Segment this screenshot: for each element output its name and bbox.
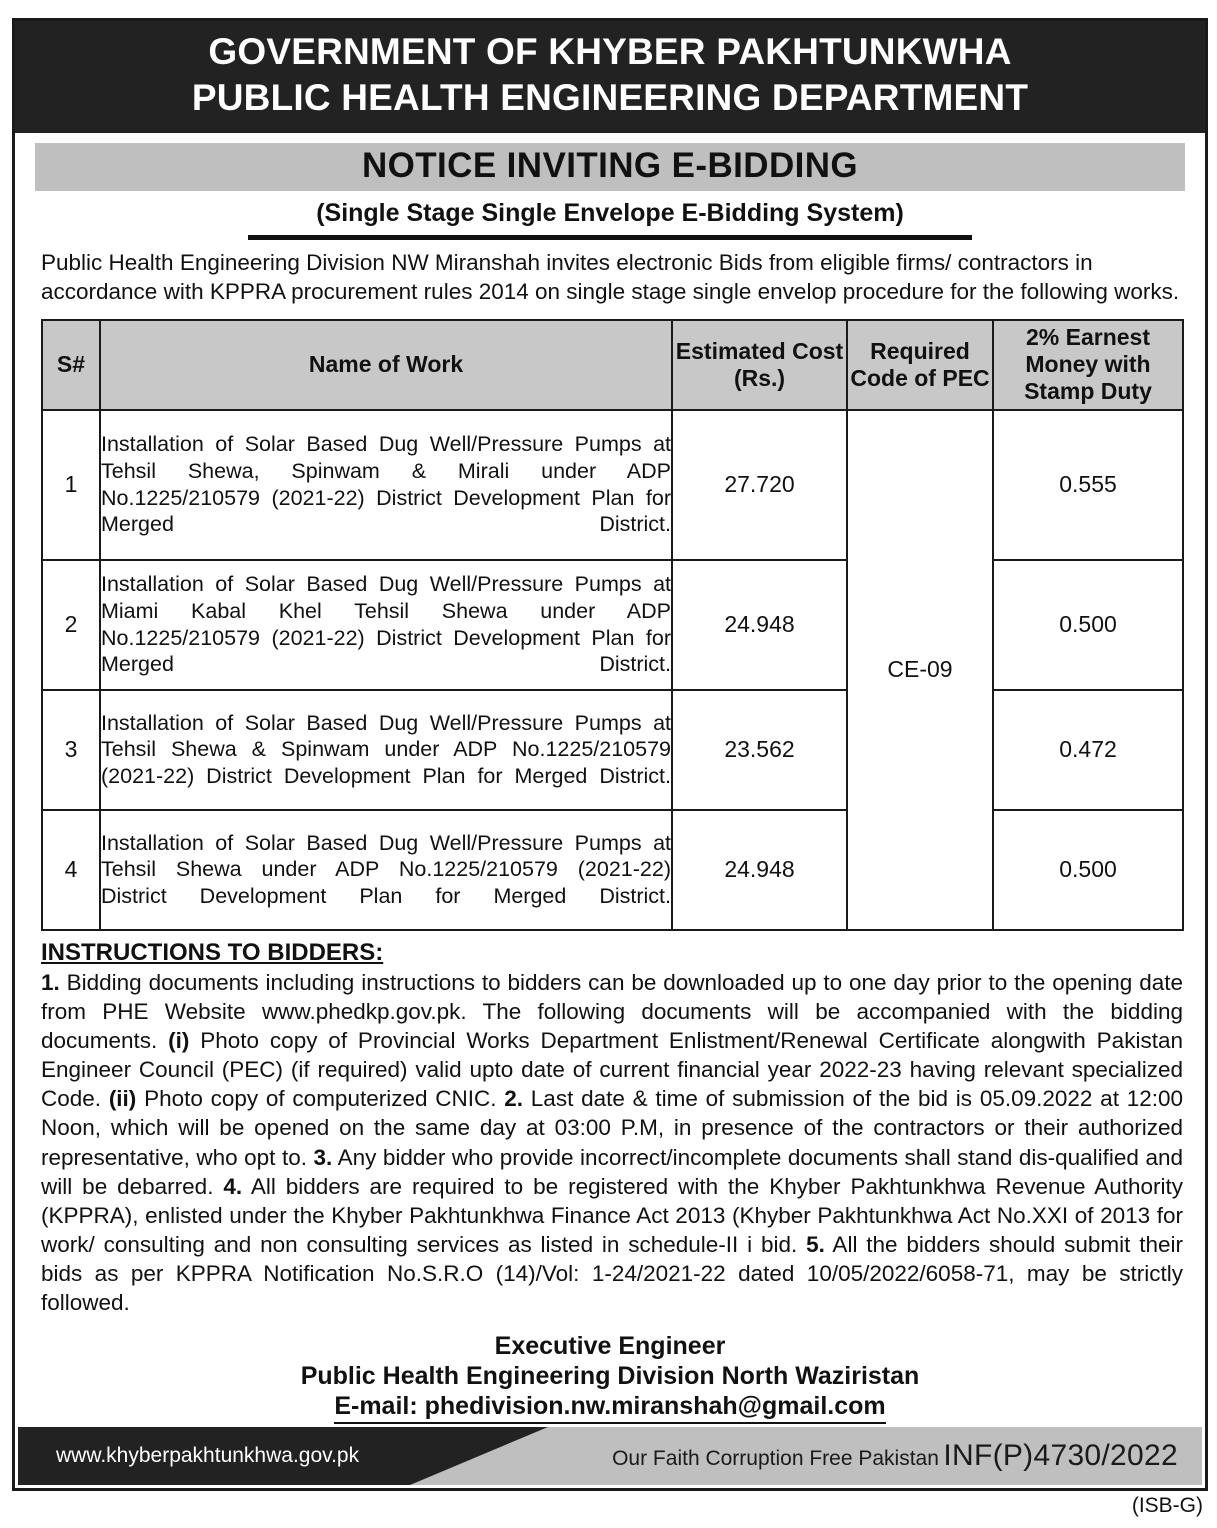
instructions-body: 1. Bidding documents including instructions to bidders can be downloaded up to one day prior to the opening date from PHE Website www.phedkp.gov.pk. The following documents will be accompanied with the bidding documents. (i) Photo copy of Provincial Works Department Enlistment/Renewal Certificate alongwith Pakistan Engineer Council (PEC) (if required) valid upto date of current financial year 2022-23 having relevant specialized Code. (ii) Photo copy of computerized CNIC. 2. Last date & time of submission of the bid is 05.09.2022 at 12:00 Noon, which will be opened on the same day at 03:00 P.M, in presence of the contractors or their authorized representative, who opt to. 3. Any bidder who provide incorrect/incomplete documents shall stand dis-qualified and will be debarred. 4. All bidders are required to be registered with the Khyber Pakhtunkhwa Revenue Authority (KPPRA), enlisted under the Khyber Pakhtunkhwa Finance Act 2013 (Khyber Pakhtunkhwa Act No.XXI of 2013 for work/ consulting and non consulting services as listed in schedule-II i bid. 5. All the bidders should submit their bids as per KPPRA Notification No.S.R.O (14)/Vol: 1-24/2021-22 dated 10/05/2022/6058-71, may be strictly followed. xyxy=(41,969,1184,1316)
cell-name-of-work: Installation of Solar Based Dug Well/Pressure Pumps at Tehsil Shewa, Spinwam & Mirali under ADP No.1225/210579 (2021-22) District Development Plan for Merged District. xyxy=(100,410,672,560)
cell-earnest-money: 0.555 xyxy=(993,410,1183,560)
works-table-wrapper xyxy=(15,307,1205,931)
cell-earnest-money: 0.472 xyxy=(993,690,1183,810)
footer-bar xyxy=(18,1427,1202,1485)
cell-name-of-work: Installation of Solar Based Dug Well/Pressure Pumps at Miami Kabal Khel Tehsil Shewa under ADP No.1225/210579 (2021-22) District Development Plan for Merged District. xyxy=(100,560,672,690)
table-row xyxy=(42,410,1183,560)
cell-sn: 4 xyxy=(42,810,100,930)
column-header-name: Name of Work xyxy=(100,320,672,410)
masthead-line-2: PUBLIC HEALTH ENGINEERING DEPARTMENT xyxy=(191,76,1029,118)
notice-page xyxy=(12,18,1208,1491)
column-header-pec: Required Code of PEC xyxy=(847,320,993,410)
masthead-line-1: GOVERNMENT OF KHYBER PAKHTUNKWHA xyxy=(208,31,1012,72)
footer-right-group xyxy=(612,1427,1178,1485)
footer-inf-code: INF(P)4730/2022 xyxy=(943,1439,1178,1472)
cell-name-of-work: Installation of Solar Based Dug Well/Pressure Pumps at Tehsil Shewa under ADP No.1225/210579 (2021-22) District Development Plan for Merged District. xyxy=(100,810,672,930)
notice-subtitle: (Single Stage Single Envelope E-Bidding System) xyxy=(316,199,904,228)
intro-paragraph: Public Health Engineering Division NW Miranshah invites electronic Bids from eligible firms/ contractors in accordance with KPPRA procurement rules 2014 on single stage single envelop procedure for the following works. xyxy=(41,250,1180,305)
masthead xyxy=(15,21,1205,133)
table-row xyxy=(42,810,1183,930)
cell-earnest-money: 0.500 xyxy=(993,810,1183,930)
signature-email: E-mail: phedivision.nw.miranshah@gmail.com xyxy=(334,1391,885,1424)
signature-office: Public Health Engineering Division North Waziristan xyxy=(300,1362,920,1391)
signature-designation: Executive Engineer xyxy=(494,1332,726,1361)
notice-title-band: NOTICE INVITING E-BIDDING xyxy=(35,143,1185,192)
footer-website-link[interactable]: www.khyberpakhtunkhwa.gov.pk xyxy=(56,1444,360,1467)
cell-sn: 3 xyxy=(42,690,100,810)
column-header-sn: S# xyxy=(42,320,100,410)
table-row xyxy=(42,560,1183,690)
column-header-money: 2% Earnest Money with Stamp Duty xyxy=(993,320,1183,410)
column-header-cost: Estimated Cost (Rs.) xyxy=(672,320,847,410)
cell-sn: 1 xyxy=(42,410,100,560)
instructions-section xyxy=(15,931,1205,1318)
notice-header xyxy=(15,133,1205,240)
cell-pec-code: CE-09 xyxy=(847,410,993,930)
footer-slogan: Our Faith Corruption Free Pakistan xyxy=(612,1447,939,1470)
cell-name-of-work: Installation of Solar Based Dug Well/Pressure Pumps at Tehsil Shewa & Spinwam under ADP No.1225/210579 (2021-22) District Development Plan for Merged District. xyxy=(100,690,672,810)
signature-block xyxy=(15,1331,1205,1424)
table-header-row xyxy=(42,320,1183,410)
instructions-heading: INSTRUCTIONS TO BIDDERS: xyxy=(41,938,384,966)
cell-earnest-money: 0.500 xyxy=(993,560,1183,690)
isb-tag: (ISB-G) xyxy=(1131,1494,1203,1517)
table-row xyxy=(42,690,1183,810)
works-table xyxy=(41,319,1184,931)
cell-estimated-cost: 23.562 xyxy=(672,690,847,810)
cell-estimated-cost: 27.720 xyxy=(672,410,847,560)
cell-estimated-cost: 24.948 xyxy=(672,560,847,690)
cell-estimated-cost: 24.948 xyxy=(672,810,847,930)
cell-sn: 2 xyxy=(42,560,100,690)
